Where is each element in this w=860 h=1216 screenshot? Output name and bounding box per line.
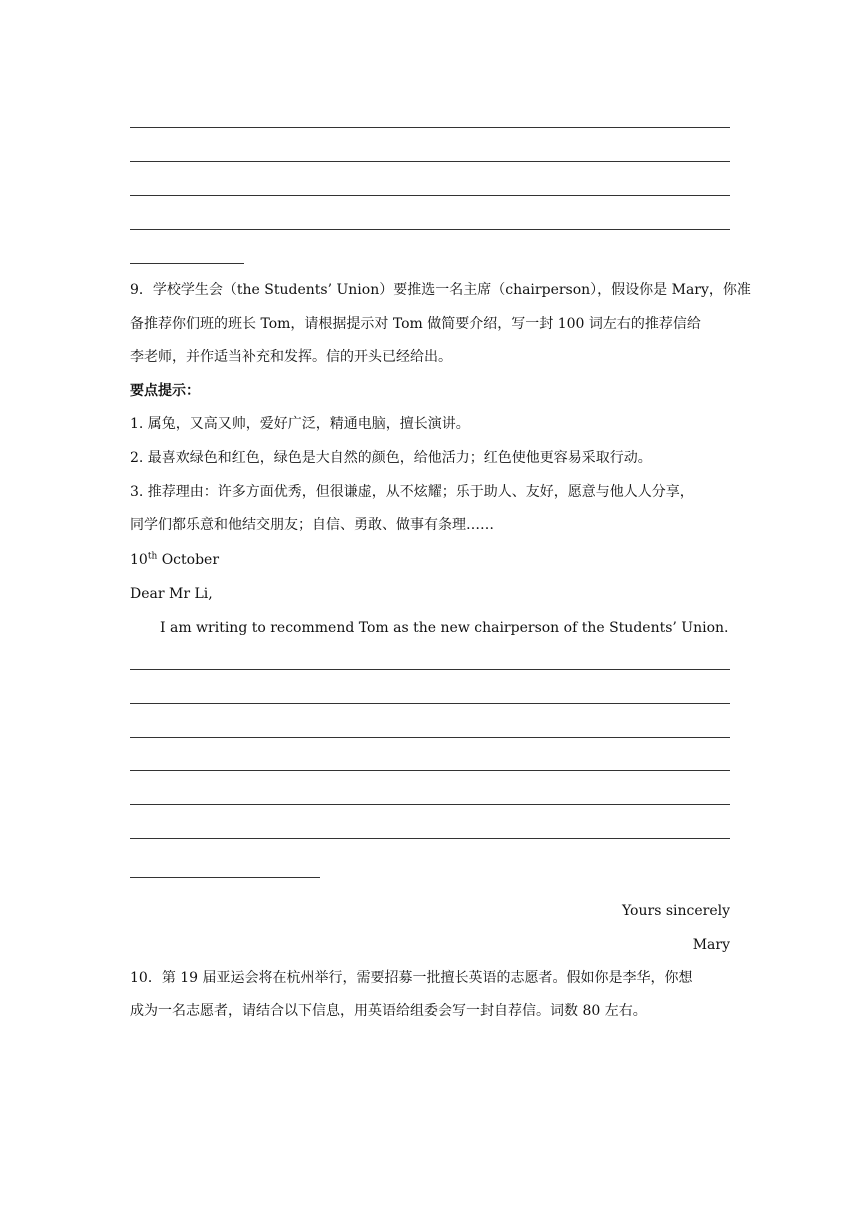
answer-line-short	[130, 263, 244, 264]
q10-prompt-line2: 成为一名志愿者，请结合以下信息，用英语给组委会写一封自荐信。词数 80 左右。	[130, 1003, 647, 1019]
tip-3-line1: 3. 推荐理由：许多方面优秀，但很谦虚，从不炫耀；乐于助人、友好，愿意与他人人分享，	[130, 484, 694, 500]
q9-prompt-line3: 李老师，并作适当补充和发挥。信的开头已经给出。	[130, 349, 452, 365]
answer-line	[130, 804, 730, 805]
answer-line	[130, 195, 730, 196]
q9-prompt-line2: 备推荐你们班的班长 Tom，请根据提示对 Tom 做简要介绍，写一封 100 词左右的推荐信给	[130, 316, 701, 332]
answer-line-short	[130, 877, 320, 878]
tip-3-line2: 同学们都乐意和他结交朋友；自信、勇敢、做事有条理……	[130, 517, 494, 533]
q10-prompt-line1: 10．第 19 届亚运会将在杭州举行，需要招募一批擅长英语的志愿者。假如你是李华，你想	[130, 970, 693, 986]
answer-line	[130, 838, 730, 839]
letter-date: 10th October	[130, 551, 220, 568]
answer-line	[130, 229, 730, 230]
q9-prompt-line1: 9．学校学生会（the Students’ Union）要推选一名主席（chairperson），假设你是 Mary，你准	[130, 282, 751, 298]
tip-2: 2. 最喜欢绿色和红色，绿色是大自然的颜色，给他活力；红色使他更容易采取行动。	[130, 450, 652, 466]
answer-line	[130, 703, 730, 704]
tip-1: 1. 属兔，又高又帅，爱好广泛，精通电脑，擅长演讲。	[130, 416, 470, 432]
letter-closing: Yours sincerely	[622, 903, 730, 919]
answer-line	[130, 770, 730, 771]
tips-heading: 要点提示：	[130, 383, 200, 399]
letter-opening: I am writing to recommend Tom as the new chairperson of the Students’ Union.	[160, 620, 729, 636]
letter-salutation: Dear Mr Li,	[130, 586, 213, 602]
answer-line	[130, 737, 730, 738]
answer-line	[130, 669, 730, 670]
answer-line	[130, 161, 730, 162]
letter-signature: Mary	[692, 937, 730, 953]
answer-line	[130, 127, 730, 128]
